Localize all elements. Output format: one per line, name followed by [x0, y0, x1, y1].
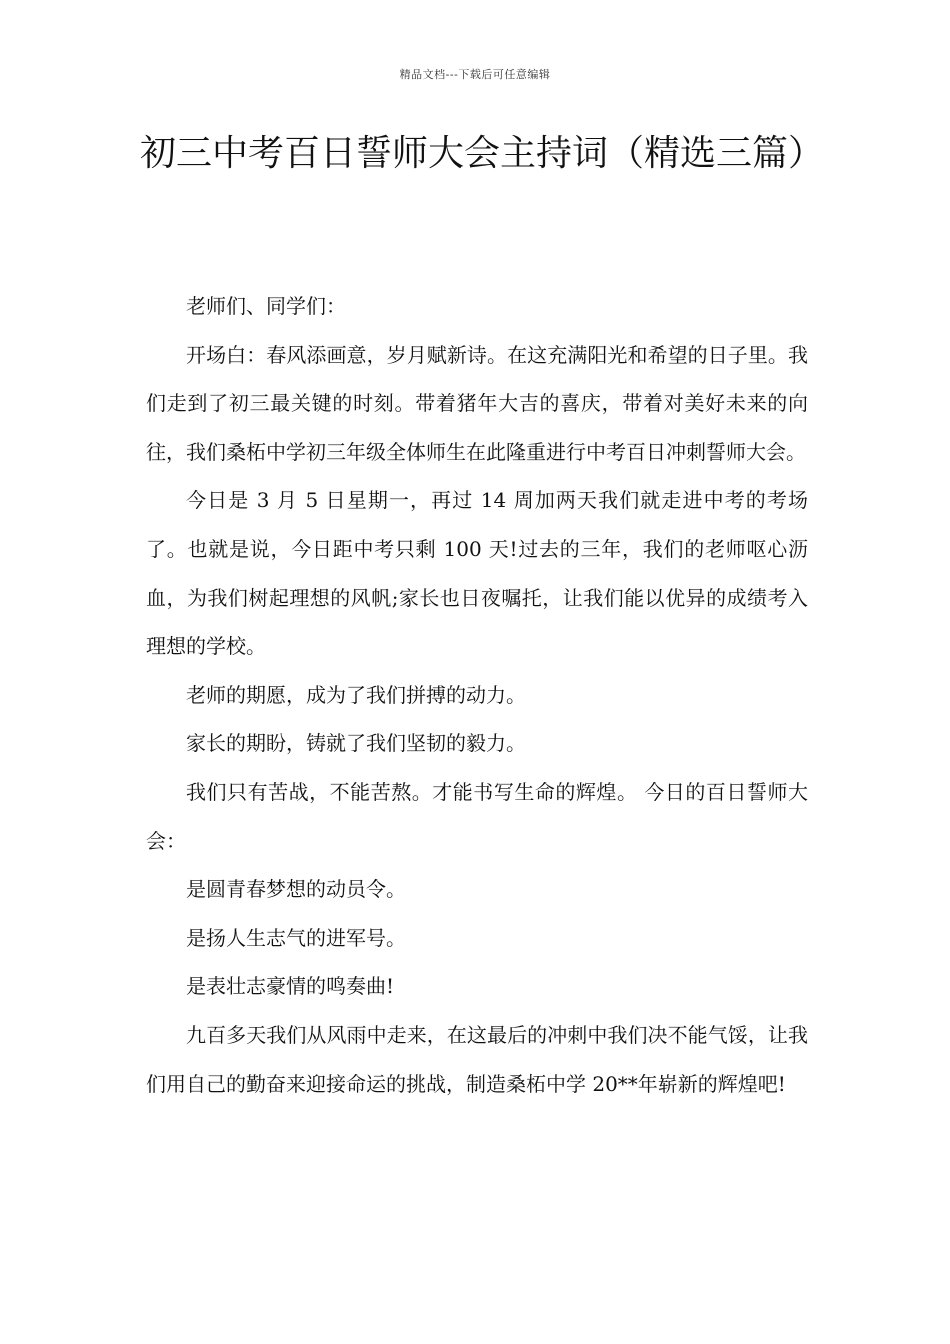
paragraph-closing: 九百多天我们从风雨中走来，在这最后的冲刺中我们决不能气馁，让我们用自己的勤奋来迎接命运的挑战，制造桑柘中学 20**年崭新的辉煌吧!: [146, 1022, 808, 1096]
paragraph-parent-hope: 家长的期盼，铸就了我们坚韧的毅力。: [186, 731, 526, 756]
paragraph-hard-work: 我们只有苦战，不能苦熬。才能书写生命的辉煌。 今日的百日誓师大会：: [146, 779, 808, 853]
header-note: 精品文档---下载后可任意编辑: [399, 68, 551, 81]
paragraph-march: 是扬人生志气的进军号。: [186, 925, 406, 950]
paragraph-greeting: 老师们、同学们：: [186, 294, 346, 318]
paragraph-teacher-hope: 老师的期愿，成为了我们拼搏的动力。: [186, 682, 526, 707]
paragraph-anthem: 是表壮志豪情的鸣奏曲!: [186, 974, 395, 999]
document-title: 初三中考百日誓师大会主持词（精选三篇）: [140, 133, 825, 174]
paragraph-mobilization: 是圆青春梦想的动员令。: [186, 877, 406, 902]
document-body: [146, 282, 808, 1108]
paragraph-countdown: 今日是 3 月 5 日星期一，再过 14 周加两天我们就走进中考的考场了。也就是说，今日距中考只剩 100 天!过去的三年，我们的老师呕心沥血，为我们树起理想的风帆;家长也日夜嘱托，让我们能以优异的成绩考入理想的学校。: [146, 488, 808, 659]
paragraph-opening: 开场白：春风添画意，岁月赋新诗。在这充满阳光和希望的日子里。我们走到了初三最关键的时刻。带着猪年大吉的喜庆，带着对美好未来的向往，我们桑柘中学初三年级全体师生在此隆重进行中考百日冲刺誓师大会。: [146, 342, 808, 464]
